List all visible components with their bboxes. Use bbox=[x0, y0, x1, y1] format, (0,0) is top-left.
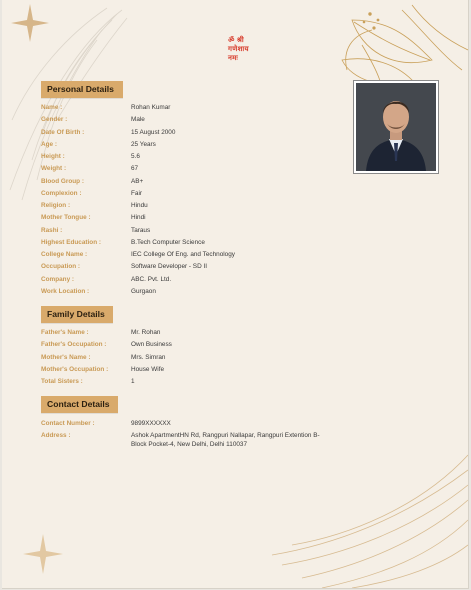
field-label: Name : bbox=[41, 104, 63, 111]
field-label: Company : bbox=[41, 275, 75, 283]
field-label: Height : bbox=[41, 153, 65, 160]
field-label: College Name : bbox=[41, 251, 88, 258]
biodata-page bbox=[2, 0, 469, 589]
field-value: Software Developer - SD II bbox=[131, 263, 208, 271]
field-label: Gender : bbox=[41, 116, 68, 124]
field-value: 15 August 2000 bbox=[131, 128, 176, 136]
contact-details-header: Contact Details bbox=[41, 396, 118, 413]
field-value: B.Tech Computer Science bbox=[131, 238, 205, 246]
family-details-header: Family Details bbox=[41, 306, 113, 323]
field-value: Mrs. Simran bbox=[131, 353, 166, 361]
botanical-leaf-icon bbox=[272, 455, 468, 588]
field-label: Father's Occupation : bbox=[41, 341, 107, 349]
field-label: Religion : bbox=[41, 202, 71, 209]
field-label: Highest Education : bbox=[41, 238, 102, 246]
field-value: Ashok ApartmentHN Rd, Rangpuri Nallapar, Rangpuri Extention B-Block Pocket-4, New Delhi, Delhi 110037 bbox=[131, 432, 320, 448]
field-label: Age : bbox=[41, 140, 57, 148]
field-label: Total Sisters : bbox=[41, 378, 83, 386]
field-value: ABC. Pvt. Ltd. bbox=[131, 275, 172, 283]
field-label: Work Location : bbox=[41, 287, 90, 295]
field-value: Rohan Kumar bbox=[131, 104, 171, 111]
field-label: Blood Group : bbox=[41, 177, 84, 185]
field-value: 9899XXXXXX bbox=[131, 420, 171, 427]
field-value: Gurgaon bbox=[131, 287, 156, 295]
field-value: 1 bbox=[131, 378, 135, 386]
field-value: IEC College Of Eng. and Technology bbox=[131, 251, 235, 258]
field-label: Father's Name : bbox=[41, 329, 89, 336]
field-value: Male bbox=[131, 116, 145, 124]
field-value: Own Business bbox=[131, 341, 172, 349]
field-label: Address : bbox=[41, 432, 71, 440]
field-label: Mother's Name : bbox=[41, 353, 91, 361]
field-label: Complexion : bbox=[41, 189, 82, 197]
ganesh-text: ॐ श्री गणेशाय नमः bbox=[228, 37, 249, 62]
field-label: Mother Tongue : bbox=[41, 214, 91, 222]
field-label: Date Of Birth : bbox=[41, 128, 85, 136]
field-value: Taraus bbox=[131, 226, 151, 234]
profile-photo bbox=[353, 80, 439, 174]
field-label: Weight : bbox=[41, 165, 67, 173]
field-label: Mother's Occupation : bbox=[41, 365, 109, 373]
field-value: Hindu bbox=[131, 202, 148, 209]
botanical-leaf-icon bbox=[10, 8, 127, 200]
ganesh-blessing bbox=[224, 35, 256, 62]
field-value: House Wife bbox=[131, 365, 165, 373]
field-value: 5.6 bbox=[131, 153, 140, 160]
personal-details-header: Personal Details bbox=[41, 81, 123, 98]
field-value: AB+ bbox=[131, 177, 144, 185]
field-label: Rashi : bbox=[41, 226, 63, 234]
field-label: Contact Number : bbox=[41, 420, 95, 427]
field-value: Hindi bbox=[131, 214, 146, 222]
field-value: 25 Years bbox=[131, 140, 156, 148]
field-value: Fair bbox=[131, 189, 143, 197]
profile-photo-icon bbox=[356, 83, 436, 171]
field-value: 67 bbox=[131, 165, 139, 173]
field-label: Occupation : bbox=[41, 263, 81, 271]
field-value: Mr. Rohan bbox=[131, 329, 161, 336]
sparkle-star-icon bbox=[23, 534, 63, 574]
sparkle-star-icon bbox=[11, 4, 49, 42]
